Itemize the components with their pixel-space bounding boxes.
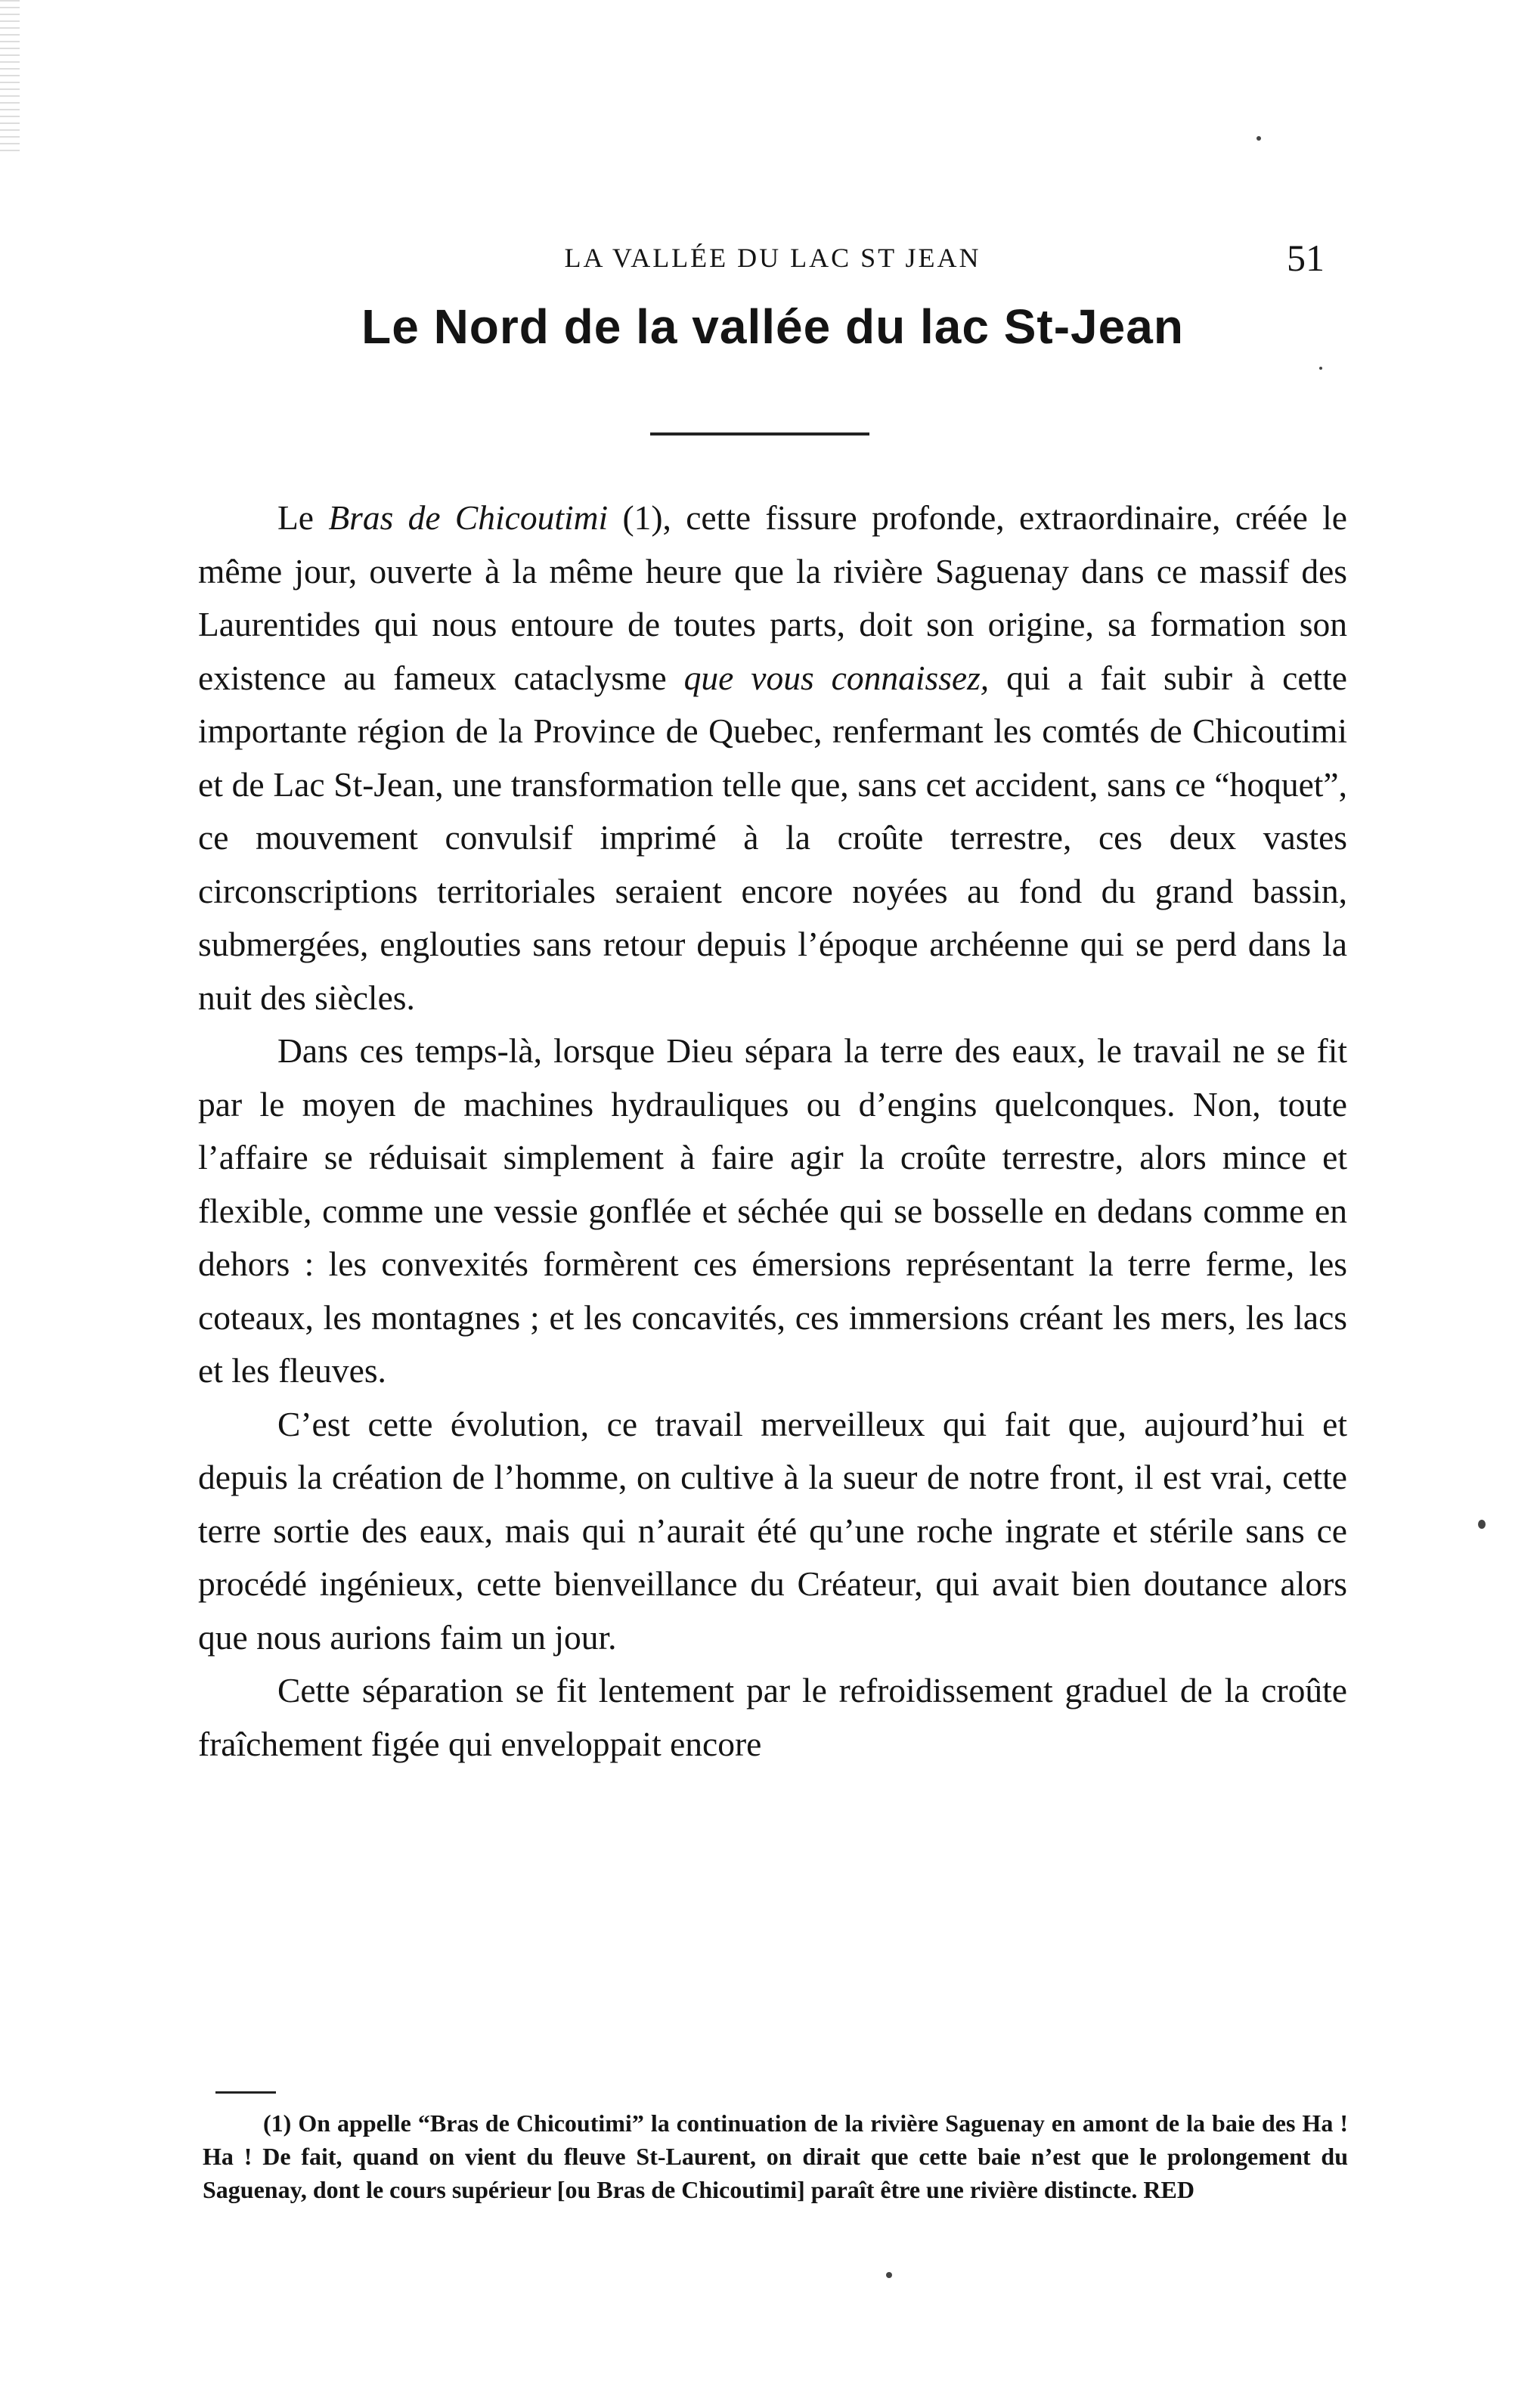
running-header [198, 236, 1347, 281]
paragraph-1-italic-term: Bras de Chicoutimi [328, 498, 609, 537]
paragraph-3: C’est cette évolution, ce travail merveilleux qui fait que, aujourd’hui et depuis la création de l’homme, on cultive à la sueur de notre front, il est vrai, cette terre sortie des eaux, mais qui n’aurait été qu’une roche ingrate et stérile sans ce procédé ingénieux, cette bienveillance du Créateur, qui avait bien doutance alors que nous aurions faim un jour. [198, 1404, 1347, 1657]
scan-speck [1478, 1520, 1486, 1529]
page-number: 51 [1287, 237, 1325, 279]
chapter-title: Le Nord de la vallée du lac St-Jean [361, 299, 1184, 354]
body-text [198, 491, 1347, 1771]
paragraph-1 [198, 491, 1347, 1024]
footnote [203, 2106, 1348, 2206]
scan-speck [886, 2272, 892, 2278]
scan-edge-noise [0, 0, 20, 151]
footnote-text: (1) On appelle “Bras de Chicoutimi” la continuation de la rivière Saguenay en amont de la baie des Ha ! Ha ! De fait, quand on vient du fleuve St-Laurent, on dirait que cette baie n’est que le prolongement du Saguenay, dont le cours supérieur [ou Bras de Chicoutimi] paraît être une rivière distincte. RED [203, 2109, 1348, 2203]
paragraph-2: Dans ces temps-là, lorsque Dieu sépara la terre des eaux, le travail ne se fit par le moyen de machines hydrauliques ou d’engins quelconques. Non, toute l’affaire se réduisait simplement à faire agir la croûte terrestre, alors mince et flexible, comme une vessie gonflée et séchée qui se bosselle en dedans comme en dehors : les convexités formèrent ces émersions représentant la terre ferme, les coteaux, les montagnes ; et les concavités, ces immersions créant les mers, les lacs et les fleuves. [198, 1031, 1347, 1390]
paragraph-1-italic-phrase: que vous connaissez, [683, 658, 990, 697]
paragraph-4: Cette séparation se fit lentement par le refroidissement graduel de la croûte fraîchement figée qui enveloppait encore [198, 1671, 1347, 1763]
footnote-divider [215, 2091, 276, 2094]
scan-speck [1256, 136, 1261, 141]
running-title: LA VALLÉE DU LAC ST JEAN [564, 243, 981, 273]
paragraph-1-end: qui a fait subir à cette importante région de la Province de Quebec, renfermant les comtés de Chicoutimi et de Lac St-Jean, une transformation telle que, sans cet accident, sans ce “hoquet”, ce mouvement convulsif imprimé à la croûte terrestre, ces deux vastes circonscriptions territoriales seraient encore noyées au fond du grand bassin, submergées, englouties sans retour depuis l’époque archéenne qui se perd dans la nuit des siècles. [198, 658, 1348, 1017]
paragraph-1-middle: (1), cette fissure profonde, extraordinaire, créée le même jour, ouverte à la même heure que la rivière Saguenay dans ce massif des Laurentides qui nous entoure de toutes parts, doit son origine, sa formation son existence au fameux cataclysme [198, 498, 1347, 697]
paragraph-1-start: Le [277, 498, 329, 537]
title-divider [650, 432, 869, 436]
scan-speck [1319, 367, 1322, 370]
